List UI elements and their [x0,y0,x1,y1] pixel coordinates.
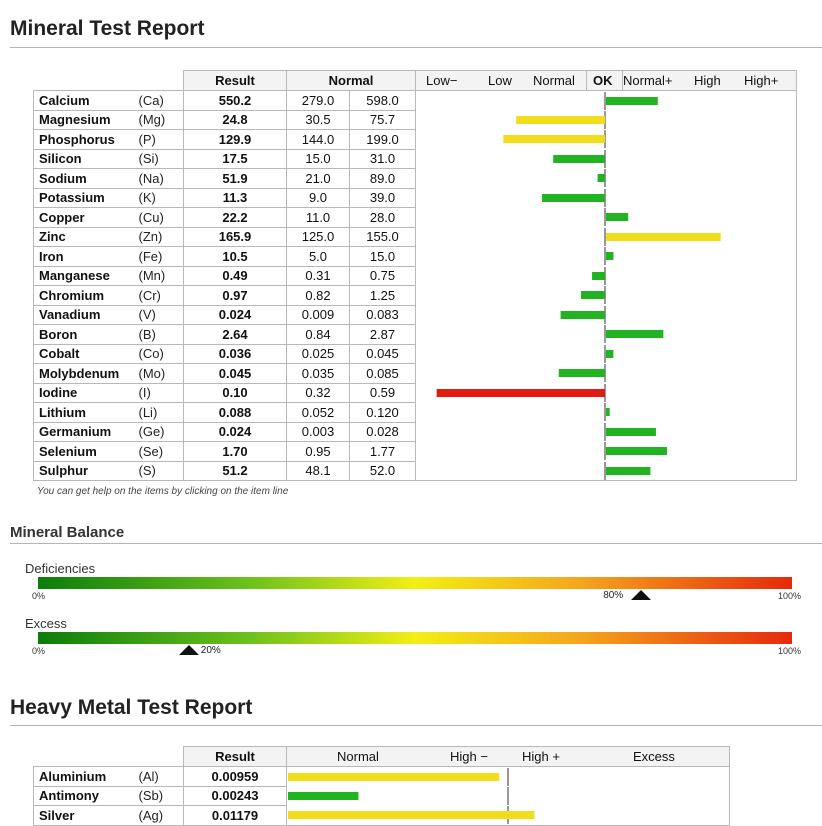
section-divider [10,725,822,726]
bar-magnesium [516,116,605,124]
normal-high-value: 0.045 [350,344,416,364]
bar-antimony [288,792,358,800]
normal-low-value: 9.0 [287,188,350,208]
normal-low-value: 0.31 [287,266,350,286]
help-note: You can get help on the items by clicking on the item line [37,486,289,497]
bar-chart-row [416,423,797,441]
section-divider [10,543,822,544]
element-symbol: (V) [137,305,184,325]
element-symbol: (Cu) [137,208,184,228]
result-value: 10.5 [184,247,287,267]
excess-min-label: 0% [32,646,46,656]
bar-cell [416,227,797,247]
normal-high-value: 2.87 [350,325,416,345]
bar-germanium [606,428,656,436]
bar-cell [287,806,730,826]
bar-cell [416,442,797,462]
heavy-bar-chart-row [287,768,730,786]
result-value: 24.8 [184,110,287,130]
excess-value: 20% [200,645,221,656]
element-symbol: (Ge) [137,422,184,442]
bar-silver [288,811,534,819]
result-value: 0.49 [184,266,287,286]
normal-low-value: 21.0 [287,169,350,189]
result-value: 165.9 [184,227,287,247]
scale-label: Normal [533,73,575,88]
result-value: 22.2 [184,208,287,228]
element-symbol: (Zn) [137,227,184,247]
result-value: 0.088 [184,403,287,423]
normal-low-value: 11.0 [287,208,350,228]
result-value: 2.64 [184,325,287,345]
bar-cobalt [606,350,613,358]
normal-high-value: 1.77 [350,442,416,462]
bar-potassium [542,194,605,202]
deficiencies-max-label: 100% [778,591,802,601]
element-name: Selenium [34,442,137,462]
result-value: 550.2 [184,91,287,111]
normal-high-value: 155.0 [350,227,416,247]
mineral-row[interactable] [34,403,797,423]
element-name: Iron [34,247,137,267]
bar-silicon [553,155,605,163]
bar-cell [416,247,797,267]
bar-chart-row [416,267,797,285]
element-symbol: (B) [137,325,184,345]
element-symbol: (Se) [137,442,184,462]
mineral-row[interactable] [34,130,797,150]
excess-label: Excess [25,616,67,631]
bar-cell [416,305,797,325]
mineral-row[interactable] [34,461,797,481]
mineral-row[interactable] [34,442,797,462]
element-name: Cobalt [34,344,137,364]
bar-chart-row [416,286,797,304]
bar-chart-row [416,462,797,480]
result-value: 51.9 [184,169,287,189]
result-value: 0.045 [184,364,287,384]
normal-high-value: 28.0 [350,208,416,228]
scale-separator [622,71,623,90]
scale-label: Low− [426,73,458,88]
element-name: Copper [34,208,137,228]
heavy-bar-chart-row [287,787,730,805]
heavy-bar-chart-row [287,806,730,824]
element-name: Silver [34,806,137,826]
bar-cell [416,266,797,286]
mineral-row[interactable] [34,325,797,345]
element-symbol: (Co) [137,344,184,364]
mineral-table [33,70,797,481]
element-symbol: (Cr) [137,286,184,306]
bar-chart-row [416,306,797,324]
heavy-metal-table [33,746,730,826]
normal-low-value: 0.32 [287,383,350,403]
deficiencies-marker [631,590,651,600]
normal-high-value: 89.0 [350,169,416,189]
normal-low-value: 0.025 [287,344,350,364]
element-symbol: (Fe) [137,247,184,267]
normal-low-value: 30.5 [287,110,350,130]
mineral-report-title: Mineral Test Report [10,17,205,40]
normal-low-value: 0.84 [287,325,350,345]
element-symbol: (Mo) [137,364,184,384]
element-name: Manganese [34,266,137,286]
normal-high-value: 39.0 [350,188,416,208]
result-value: 1.70 [184,442,287,462]
element-symbol: (Sb) [137,786,184,806]
element-name: Vanadium [34,305,137,325]
bar-chart-row [416,228,797,246]
heavy-scale-label: Excess [633,749,675,764]
scale-labels [416,71,796,90]
element-name: Boron [34,325,137,345]
result-value: 0.00243 [184,786,287,806]
mineral-row[interactable] [34,266,797,286]
bar-molybdenum [559,369,605,377]
element-name: Iodine [34,383,137,403]
normal-low-value: 0.009 [287,305,350,325]
scale-label: OK [593,73,613,88]
balance-title: Mineral Balance [10,524,125,541]
bar-cell [416,364,797,384]
mineral-row[interactable] [34,110,797,130]
bar-iodine [437,389,605,397]
bar-cell [416,461,797,481]
normal-low-value: 48.1 [287,461,350,481]
normal-low-value: 5.0 [287,247,350,267]
result-value: 0.024 [184,305,287,325]
bar-chart-row [416,325,797,343]
result-value: 11.3 [184,188,287,208]
element-name: Lithium [34,403,137,423]
heavy-scale-header [287,747,730,767]
normal-high-value: 0.59 [350,383,416,403]
mineral-row[interactable] [34,91,797,111]
deficiencies-min-label: 0% [32,591,46,601]
heavy-metal-row[interactable] [34,806,730,826]
normal-high-value: 52.0 [350,461,416,481]
element-name: Molybdenum [34,364,137,384]
bar-lithium [606,408,610,416]
bar-cell [416,91,797,111]
bar-chart-row [416,364,797,382]
mineral-row[interactable] [34,208,797,228]
normal-high-value: 15.0 [350,247,416,267]
bar-zinc [606,233,721,241]
bar-selenium [606,447,667,455]
bar-chart-row [416,169,797,187]
normal-high-value: 1.25 [350,286,416,306]
mineral-row[interactable] [34,344,797,364]
heavy-metal-report-title: Heavy Metal Test Report [10,696,253,719]
element-name: Sulphur [34,461,137,481]
heavy-result-column-header: Result [184,747,287,767]
result-value: 0.00959 [184,767,287,787]
result-value: 0.024 [184,422,287,442]
bar-cell [416,344,797,364]
bar-vanadium [561,311,605,319]
scale-label: High+ [744,73,779,88]
bar-cell [416,208,797,228]
result-column-header: Result [184,71,287,91]
deficiencies-gauge [38,577,792,589]
element-symbol: (Mg) [137,110,184,130]
mineral-row[interactable] [34,286,797,306]
normal-high-value: 0.083 [350,305,416,325]
mineral-table-header [34,71,797,91]
bar-cell [416,188,797,208]
element-name: Chromium [34,286,137,306]
excess-marker [179,645,199,655]
mineral-row[interactable] [34,364,797,384]
bar-cell [416,110,797,130]
scale-label: Low [488,73,512,88]
normal-high-value: 0.75 [350,266,416,286]
element-name: Phosphorus [34,130,137,150]
result-value: 17.5 [184,149,287,169]
element-name: Aluminium [34,767,137,787]
bar-chart-row [416,208,797,226]
element-name: Zinc [34,227,137,247]
mineral-row[interactable] [34,149,797,169]
bar-iron [606,252,613,260]
bar-chart-row [416,442,797,460]
bar-cell [287,786,730,806]
bar-cell [416,130,797,150]
heavy-metal-rows [34,767,730,826]
bar-boron [606,330,663,338]
mineral-row[interactable] [34,247,797,267]
scale-label: Normal+ [623,73,673,88]
normal-low-value: 0.052 [287,403,350,423]
element-symbol: (Li) [137,403,184,423]
element-name: Sodium [34,169,137,189]
heavy-scale-label: High − [450,749,488,764]
heavy-metal-row[interactable] [34,767,730,787]
element-name: Silicon [34,149,137,169]
mineral-row[interactable] [34,305,797,325]
result-value: 0.036 [184,344,287,364]
bar-sulphur [606,467,650,475]
element-symbol: (I) [137,383,184,403]
result-value: 0.10 [184,383,287,403]
heavy-scale-label: Normal [337,749,379,764]
normal-high-value: 0.085 [350,364,416,384]
element-symbol: (P) [137,130,184,150]
bar-cell [416,383,797,403]
excess-gauge [38,632,792,644]
element-symbol: (K) [137,188,184,208]
bar-copper [606,213,628,221]
mineral-row[interactable] [34,227,797,247]
normal-low-value: 0.95 [287,442,350,462]
mineral-row[interactable] [34,169,797,189]
normal-low-value: 15.0 [287,149,350,169]
bar-chart-row [416,403,797,421]
heavy-table-header [34,747,730,767]
bar-chart-row [416,384,797,402]
element-symbol: (Si) [137,149,184,169]
bar-chart-row [416,111,797,129]
element-symbol: (S) [137,461,184,481]
normal-high-value: 598.0 [350,91,416,111]
mineral-row[interactable] [34,383,797,403]
scale-separator [586,71,587,90]
bar-chart-row [416,150,797,168]
element-name: Magnesium [34,110,137,130]
header-blank [34,747,184,767]
bar-cell [416,325,797,345]
bar-calcium [606,97,658,105]
bar-manganese [592,272,605,280]
normal-low-value: 125.0 [287,227,350,247]
bar-chart-row [416,130,797,148]
result-value: 129.9 [184,130,287,150]
scale-label: High [694,73,721,88]
bar-chromium [581,291,605,299]
section-divider [10,47,822,48]
result-value: 51.2 [184,461,287,481]
mineral-rows [34,91,797,481]
element-name: Germanium [34,422,137,442]
deficiencies-label: Deficiencies [25,561,96,576]
bar-chart-row [416,189,797,207]
bar-sodium [598,174,605,182]
bar-cell [416,286,797,306]
mineral-row[interactable] [34,422,797,442]
heavy-metal-row[interactable] [34,786,730,806]
bar-cell [287,767,730,787]
bar-cell [416,403,797,423]
normal-low-value: 0.035 [287,364,350,384]
element-name: Antimony [34,786,137,806]
result-value: 0.97 [184,286,287,306]
normal-column-header: Normal [287,71,416,91]
normal-low-value: 279.0 [287,91,350,111]
normal-high-value: 75.7 [350,110,416,130]
heavy-scale-label: High + [522,749,560,764]
bar-cell [416,149,797,169]
header-blank [34,71,184,91]
bar-chart-row [416,345,797,363]
element-symbol: (Ca) [137,91,184,111]
deficiencies-value: 80% [603,590,624,601]
excess-max-label: 100% [778,646,802,656]
element-name: Potassium [34,188,137,208]
bar-chart-row [416,92,797,110]
bar-phosphorus [503,135,605,143]
normal-high-value: 199.0 [350,130,416,150]
bar-cell [416,422,797,442]
bar-cell [416,169,797,189]
result-value: 0.01179 [184,806,287,826]
element-symbol: (Na) [137,169,184,189]
normal-high-value: 0.028 [350,422,416,442]
element-symbol: (Ag) [137,806,184,826]
bar-aluminium [288,773,499,781]
heavy-scale-labels [287,747,729,766]
element-name: Calcium [34,91,137,111]
element-symbol: (Al) [137,767,184,787]
element-symbol: (Mn) [137,266,184,286]
normal-low-value: 144.0 [287,130,350,150]
normal-low-value: 0.82 [287,286,350,306]
normal-high-value: 31.0 [350,149,416,169]
mineral-row[interactable] [34,188,797,208]
bar-chart-row [416,247,797,265]
scale-header [416,71,797,91]
normal-high-value: 0.120 [350,403,416,423]
normal-low-value: 0.003 [287,422,350,442]
